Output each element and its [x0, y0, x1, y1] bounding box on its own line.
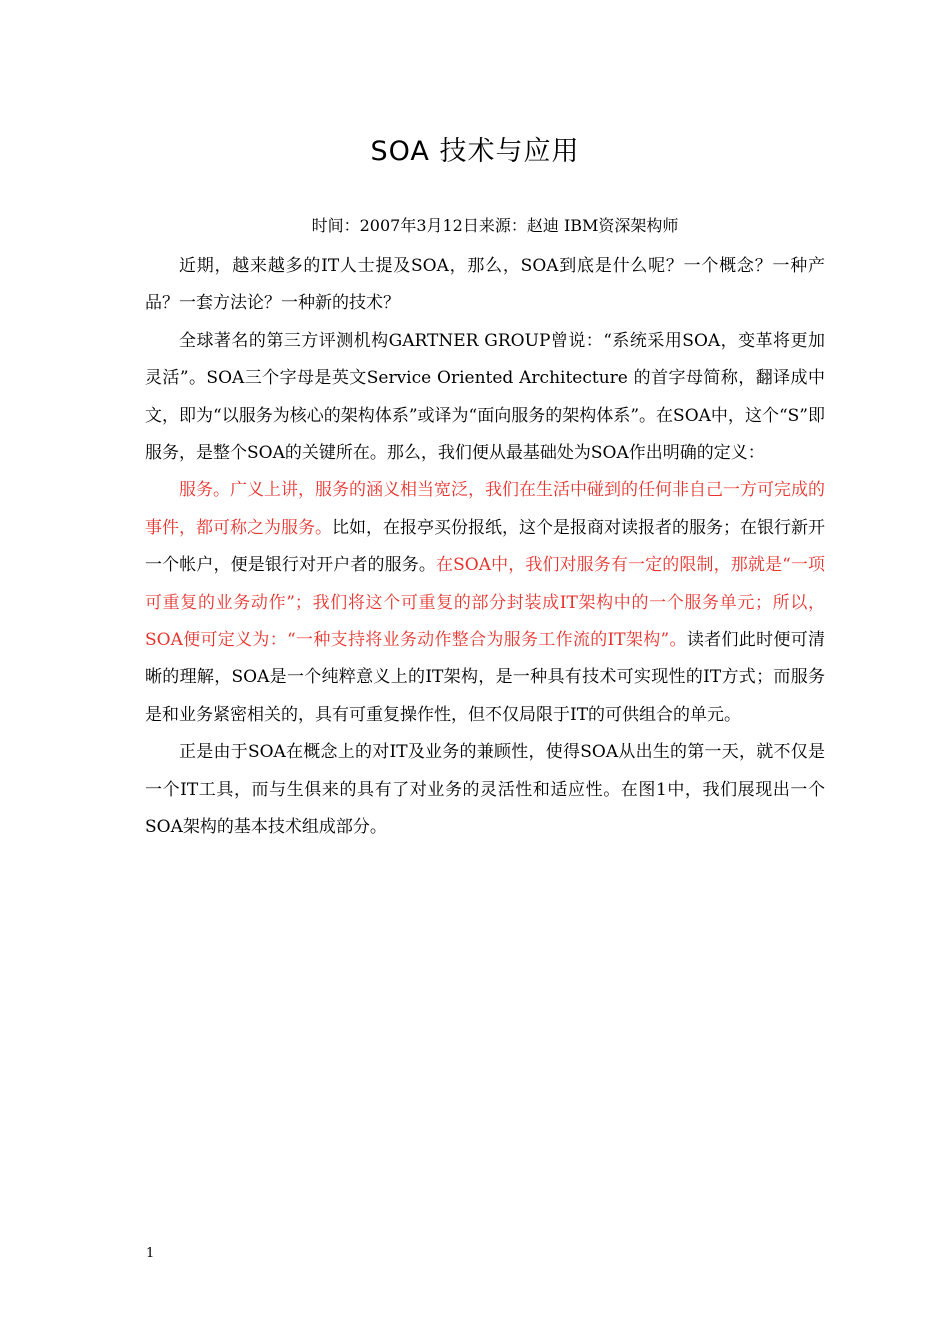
highlighted-text-soa-definition: 在SOA中，我们对服务有一定的限制，那就是“一项可重复的业务动作”；我们将这个可重复的部分封装成IT架构中的一个服务单元；所以，SOA便可定义为：“一种支持将业务动作整合为服务工作流的IT架构”。 — [145, 555, 826, 651]
page-number: 1 — [146, 1246, 155, 1261]
article-meta-line: 时间：2007年3月12日来源：赵迪 IBM资深架构师 — [311, 216, 679, 235]
plain-text-examples: 比如，在报亭买份报纸，这个是报商对读报者的服务；在银行新开一个帐户，便是银行对开户者的服务。 — [145, 517, 825, 576]
paragraph-soa-flexibility: 正是由于SOA在概念上的对IT及业务的兼顾性，使得SOA从出生的第一天，就不仅是一个IT工具，而与生俱来的具有了对业务的灵活性和适应性。在图1中，我们展现出一个SOA架构的基本技术组成部分。 — [145, 742, 825, 838]
paragraph-gartner: 全球著名的第三方评测机构GARTNER GROUP曾说：“系统采用SOA，变革将更加灵活”。SOA三个字母是英文Service Oriented Architecture 的首字母简称，翻译成中文，即为“以服务为核心的架构体系”或译为“面向服务的架构体系”。在SOA中，这个“S”即服务，是整个SOA的关键所在。那么，我们便从最基础处为SOA作出明确的定义： — [145, 330, 825, 464]
paragraph-service-definition — [145, 472, 825, 734]
highlighted-text-service: 服务。广义上讲，服务的涵义相当宽泛，我们在生活中碰到的任何非自己一方可完成的事件，都可称之为服务。 — [145, 480, 825, 538]
paragraph-intro: 近期，越来越多的IT人士提及SOA，那么，SOA到底是什么呢？一个概念？一种产品？一套方法论？一种新的技术？ — [145, 256, 825, 314]
plain-text-soa-explanation: 读者们此时便可清晰的理解，SOA是一个纯粹意义上的IT架构，是一种具有技术可实现性的IT方式；而服务是和业务紧密相关的，具有可重复操作性，但不仅局限于IT的可供组合的单元。 — [145, 630, 825, 725]
document-title: SOA 技术与应用 — [370, 136, 580, 167]
article-body — [145, 248, 825, 847]
